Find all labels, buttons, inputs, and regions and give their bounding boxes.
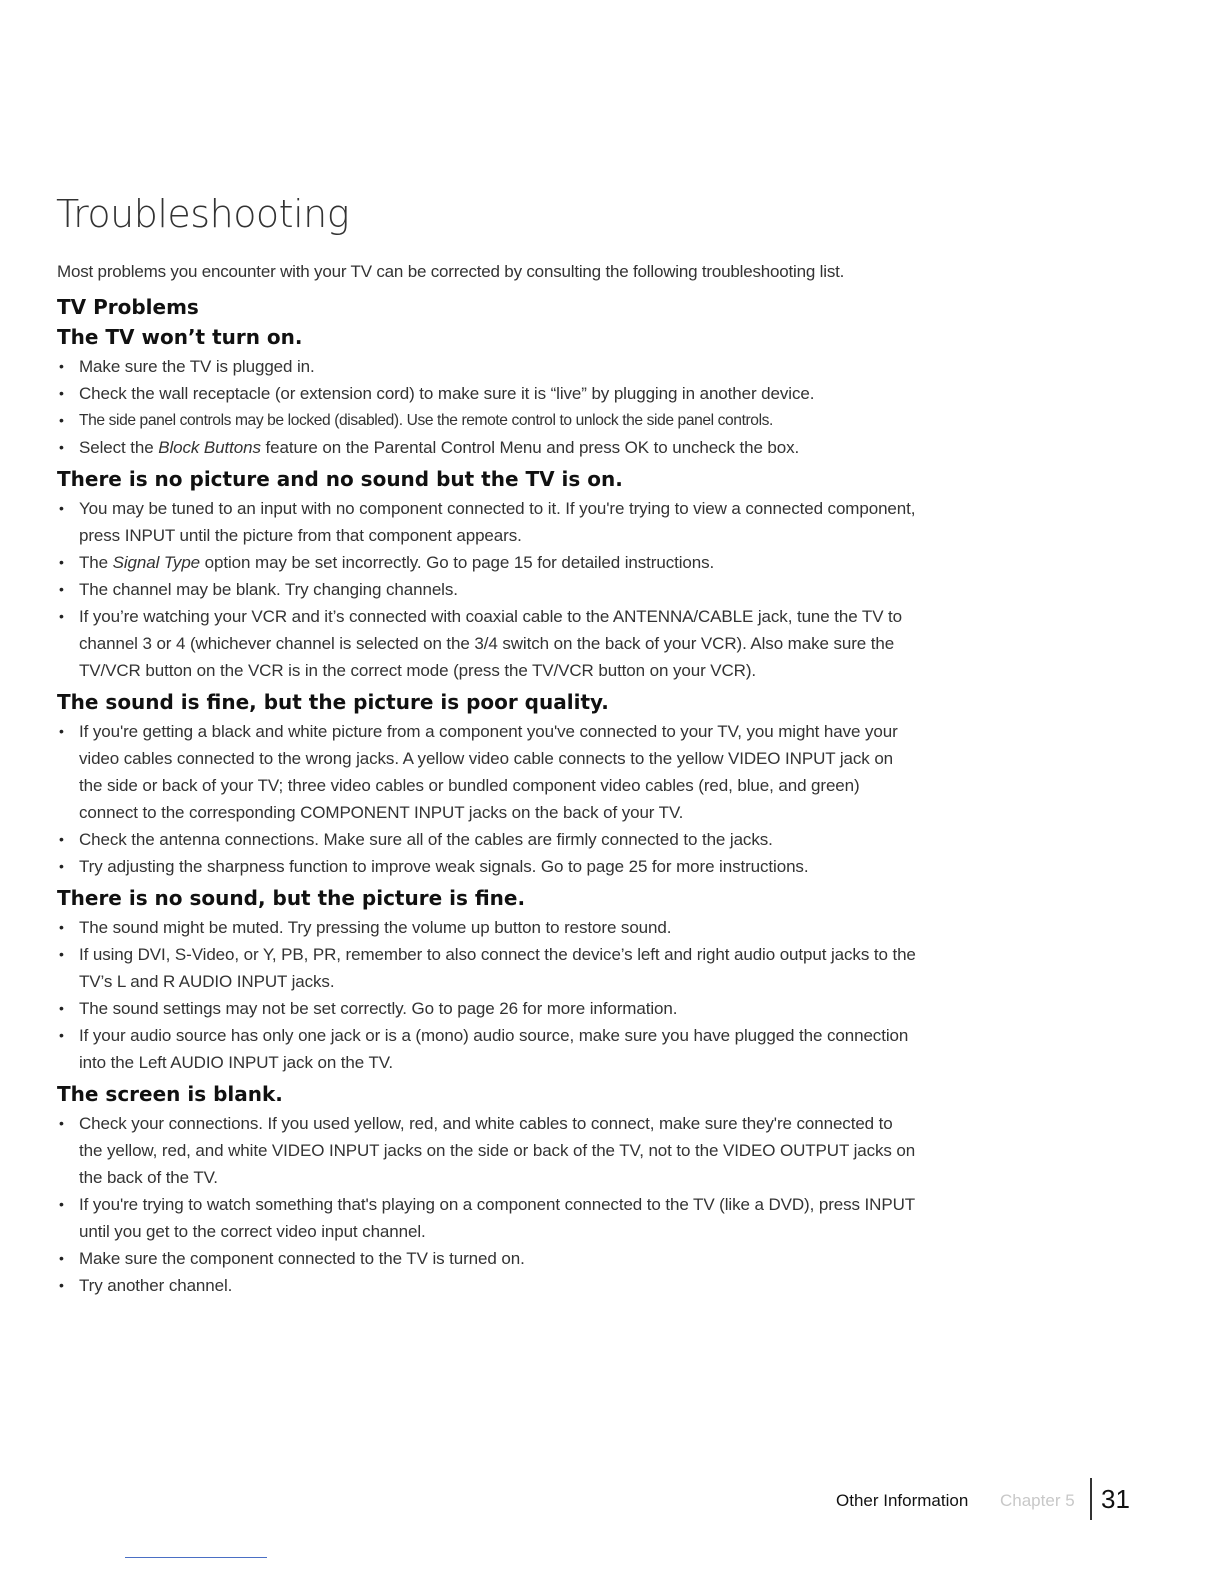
bullet-icon: •: [59, 385, 64, 401]
bullet-icon: •: [59, 581, 64, 597]
list-item-text: If you're trying to watch something that's playing on a component connected to the TV (like a DVD), press INPUT until you get to the correct video input channel.: [79, 1195, 915, 1241]
list-item: [57, 380, 917, 407]
list-item-text: If using DVI, S-Video, or Y, PB, PR, remember to also connect the device’s left and right audio output jacks to the TV’s L and R AUDIO INPUT jacks.: [79, 945, 916, 991]
list-item-text: Try adjusting the sharpness function to improve weak signals. Go to page 25 for more instructions.: [79, 857, 809, 876]
bullet-list: [57, 914, 917, 1076]
problem-heading: The TV won’t turn on.: [57, 325, 303, 349]
menu-option-name: Signal Type: [112, 553, 201, 572]
bullet-icon: •: [59, 1115, 64, 1131]
list-item: [57, 995, 917, 1022]
list-item: [57, 941, 917, 995]
problem-heading: The screen is blank.: [57, 1082, 283, 1106]
list-item: [57, 1191, 917, 1245]
list-item: [57, 407, 917, 434]
list-item-text: Check your connections. If you used yellow, red, and white cables to connect, make sure they're connected to the yellow, red, and white VIDEO INPUT jacks on the side or back of the TV, not to the VIDEO OUTPUT jacks on the back of the TV.: [79, 1114, 916, 1187]
list-item: [57, 576, 917, 603]
list-item-text-end: feature on the Parental Control Menu and press OK to uncheck the box.: [260, 438, 800, 457]
list-item: [57, 1022, 917, 1076]
bullet-icon: •: [59, 1196, 64, 1212]
bullet-icon: •: [59, 1027, 64, 1043]
list-item: [57, 826, 917, 853]
list-item: [57, 603, 917, 684]
list-item-text: Try another channel.: [79, 1276, 233, 1295]
list-item: [57, 434, 917, 461]
bullet-icon: •: [59, 723, 64, 739]
list-item-text: You may be tuned to an input with no component connected to it. If you're trying to view a connected component, press INPUT until the picture from that component appears.: [79, 499, 916, 545]
problem-section-poor-picture: [57, 686, 917, 880]
bullet-icon: •: [59, 858, 64, 874]
menu-option-name: Block Buttons: [158, 438, 261, 457]
bullet-icon: •: [59, 500, 64, 516]
bullet-icon: •: [59, 946, 64, 962]
list-item: [57, 1272, 917, 1299]
bottom-rule-line: [125, 1557, 267, 1558]
problem-section-no-sound: [57, 882, 917, 1076]
list-item-text: Check the antenna connections. Make sure all of the cables are firmly connected to the jacks.: [79, 830, 773, 849]
bullet-icon: •: [59, 1250, 64, 1266]
list-item-text: Check the wall receptacle (or extension cord) to make sure it is “live” by plugging in another device.: [79, 384, 815, 403]
bullet-list: [57, 1110, 917, 1299]
bullet-icon: •: [59, 919, 64, 935]
list-item: [57, 353, 917, 380]
problem-heading: The sound is fine, but the picture is poor quality.: [57, 690, 609, 714]
bullet-icon: •: [59, 608, 64, 624]
page-title: Troubleshooting: [56, 192, 350, 236]
list-item-text-start: Select the: [79, 438, 159, 457]
section-heading: TV Problems: [57, 295, 199, 319]
bullet-icon: •: [59, 831, 64, 847]
bullet-list: [57, 353, 917, 461]
bullet-icon: •: [59, 412, 64, 428]
list-item: [57, 914, 917, 941]
list-item-text-end: option may be set incorrectly. Go to page 15 for detailed instructions.: [200, 553, 715, 572]
list-item: [57, 549, 917, 576]
problem-section-no-picture-no-sound: [57, 463, 917, 684]
list-item: [57, 495, 917, 549]
intro-paragraph: Most problems you encounter with your TV can be corrected by consulting the following troubleshooting list.: [57, 262, 845, 281]
list-item-text: Make sure the TV is plugged in.: [79, 357, 315, 376]
list-item-text: If your audio source has only one jack or is a (mono) audio source, make sure you have plugged the connection into the Left AUDIO INPUT jack on the TV.: [79, 1026, 909, 1072]
list-item: [57, 853, 917, 880]
list-item-text: The side panel controls may be locked (disabled). Use the remote control to unlock the side panel controls.: [79, 412, 773, 429]
list-item-text: The channel may be blank. Try changing channels.: [79, 580, 458, 599]
list-item: [57, 718, 917, 826]
list-item: [57, 1110, 917, 1191]
bullet-icon: •: [59, 358, 64, 374]
footer-chapter-label: Chapter 5: [1000, 1491, 1075, 1510]
problem-heading: There is no sound, but the picture is fine.: [57, 886, 526, 910]
bullet-list: [57, 718, 917, 880]
bullet-icon: •: [59, 554, 64, 570]
bullet-list: [57, 495, 917, 684]
problem-section-blank-screen: [57, 1078, 917, 1299]
list-item-text: Make sure the component connected to the TV is turned on.: [79, 1249, 525, 1268]
list-item-text: If you’re watching your VCR and it’s connected with coaxial cable to the ANTENNA/CABLE jack, tune the TV to channel 3 or 4 (whichever channel is selected on the 3/4 switch on the back of your VCR). Also make sure the TV/VCR button on the VCR is in the correct mode (press the TV/VCR button on your VCR).: [79, 607, 903, 680]
bullet-icon: •: [59, 1277, 64, 1293]
problem-heading: There is no picture and no sound but the TV is on.: [57, 467, 623, 491]
page-number: 31: [1101, 1484, 1130, 1514]
list-item-text-start: The: [79, 553, 113, 572]
list-item-text: The sound might be muted. Try pressing the volume up button to restore sound.: [79, 918, 672, 937]
problem-section-tv-wont-turn-on: [57, 321, 917, 461]
footer-divider: [1090, 1478, 1092, 1520]
footer-section-label: Other Information: [836, 1491, 969, 1510]
bullet-icon: •: [59, 1000, 64, 1016]
bullet-icon: •: [59, 439, 64, 455]
content-area: [57, 258, 917, 1301]
list-item-text: If you're getting a black and white picture from a component you've connected to your TV, you might have your video cables connected to the wrong jacks. A yellow video cable connects to the yellow VIDEO INPUT jack on the side or back of your TV; three video cables or bundled component video cables (red, blue, and green) connect to the corresponding COMPONENT INPUT jacks on the back of your TV.: [79, 722, 898, 822]
list-item: [57, 1245, 917, 1272]
list-item-text: The sound settings may not be set correctly. Go to page 26 for more information.: [79, 999, 678, 1018]
